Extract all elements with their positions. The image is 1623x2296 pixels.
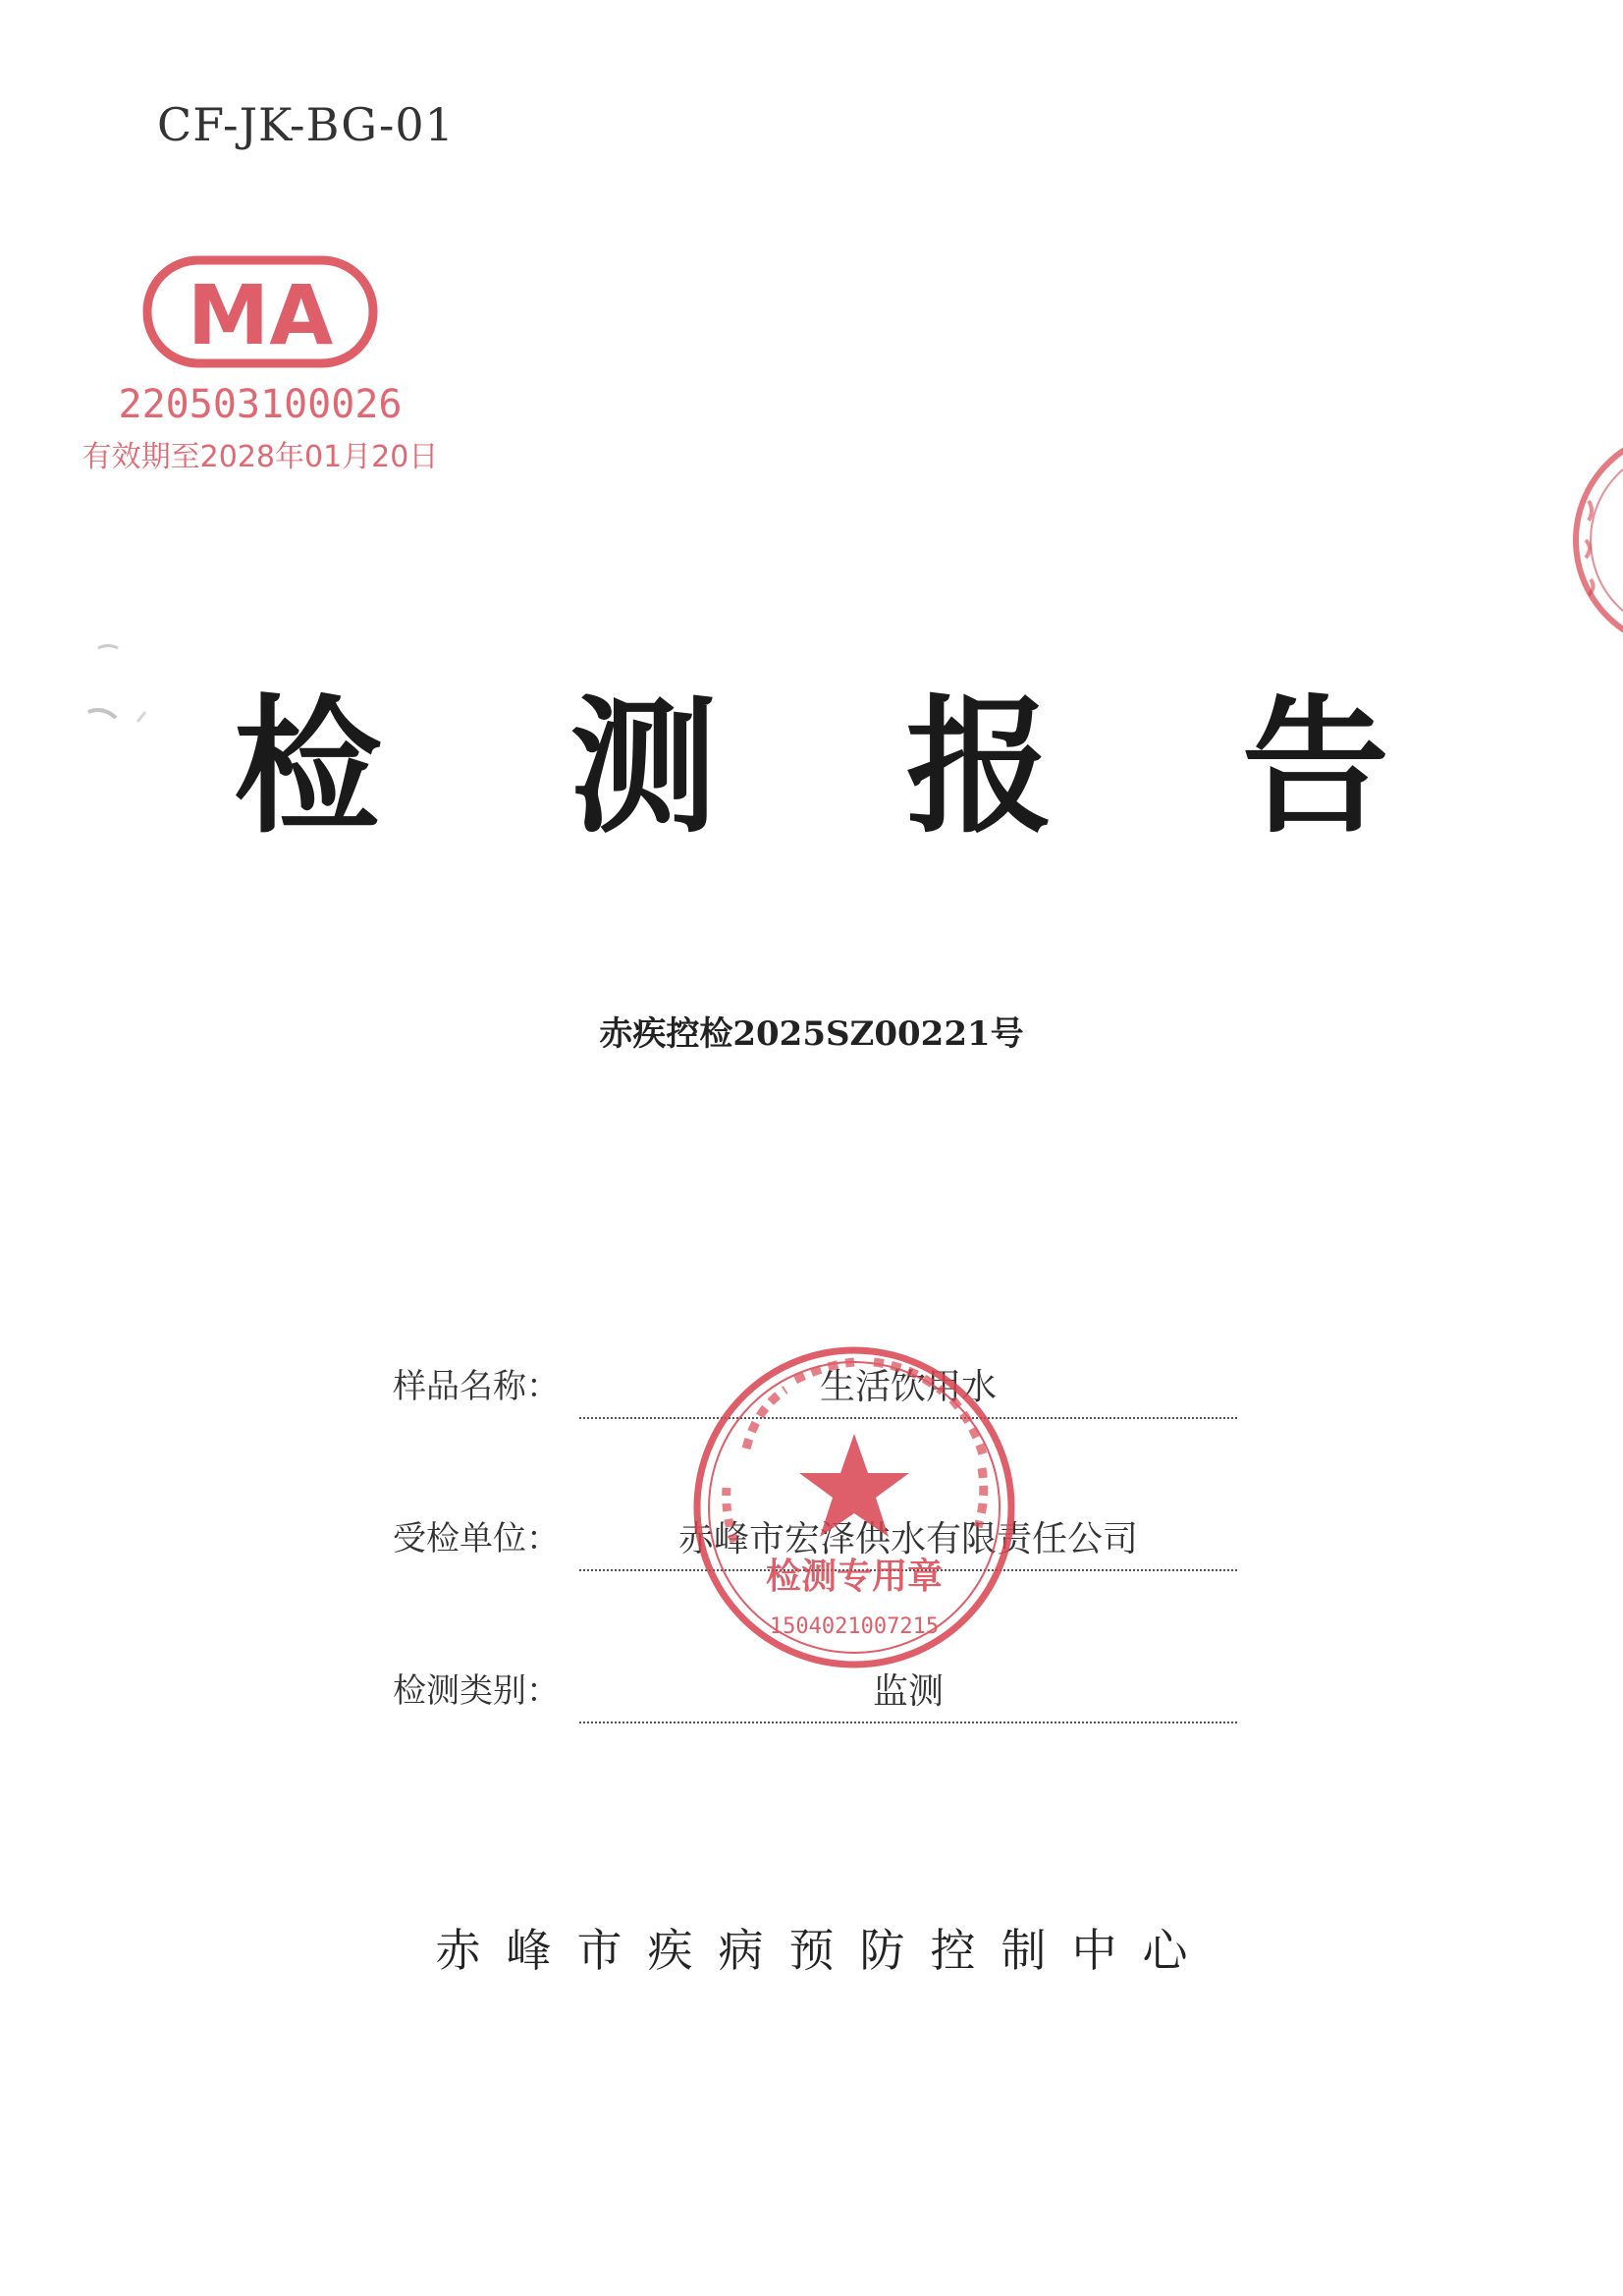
partial-edge-seal (1561, 422, 1623, 668)
test-category-underline (579, 1722, 1237, 1723)
test-category-label: 检测类别： (393, 1671, 560, 1711)
inspected-unit-label: 受检单位： (393, 1519, 560, 1558)
issuing-organization: 赤峰市疾病预防控制中心 (435, 1924, 1214, 1977)
official-testing-seal (687, 1340, 1021, 1674)
seal-number: 1504021007215 (769, 1614, 940, 1639)
ma-stamp-cert-number: 220503100026 (118, 382, 403, 427)
test-category-value: 监测 (872, 1671, 944, 1712)
sample-name-value: 生活饮用水 (819, 1367, 997, 1407)
seal-star-icon (799, 1434, 909, 1537)
ma-stamp-validity: 有效期至2028年01月20日 (81, 440, 439, 474)
seal-label: 检测专用章 (765, 1557, 944, 1597)
report-title: 检 测 报 告 (234, 683, 1458, 853)
inspected-unit-value: 赤峰市宏泽供水有限责任公司 (677, 1519, 1138, 1559)
ma-stamp-mark: MA (187, 267, 334, 363)
ma-certification-stamp (79, 246, 442, 481)
report-number: 赤疾控检2025SZ00221号 (599, 1014, 1024, 1054)
document-code: CF-JK-BG-01 (157, 98, 455, 151)
sample-name-label: 样品名称： (393, 1367, 560, 1406)
